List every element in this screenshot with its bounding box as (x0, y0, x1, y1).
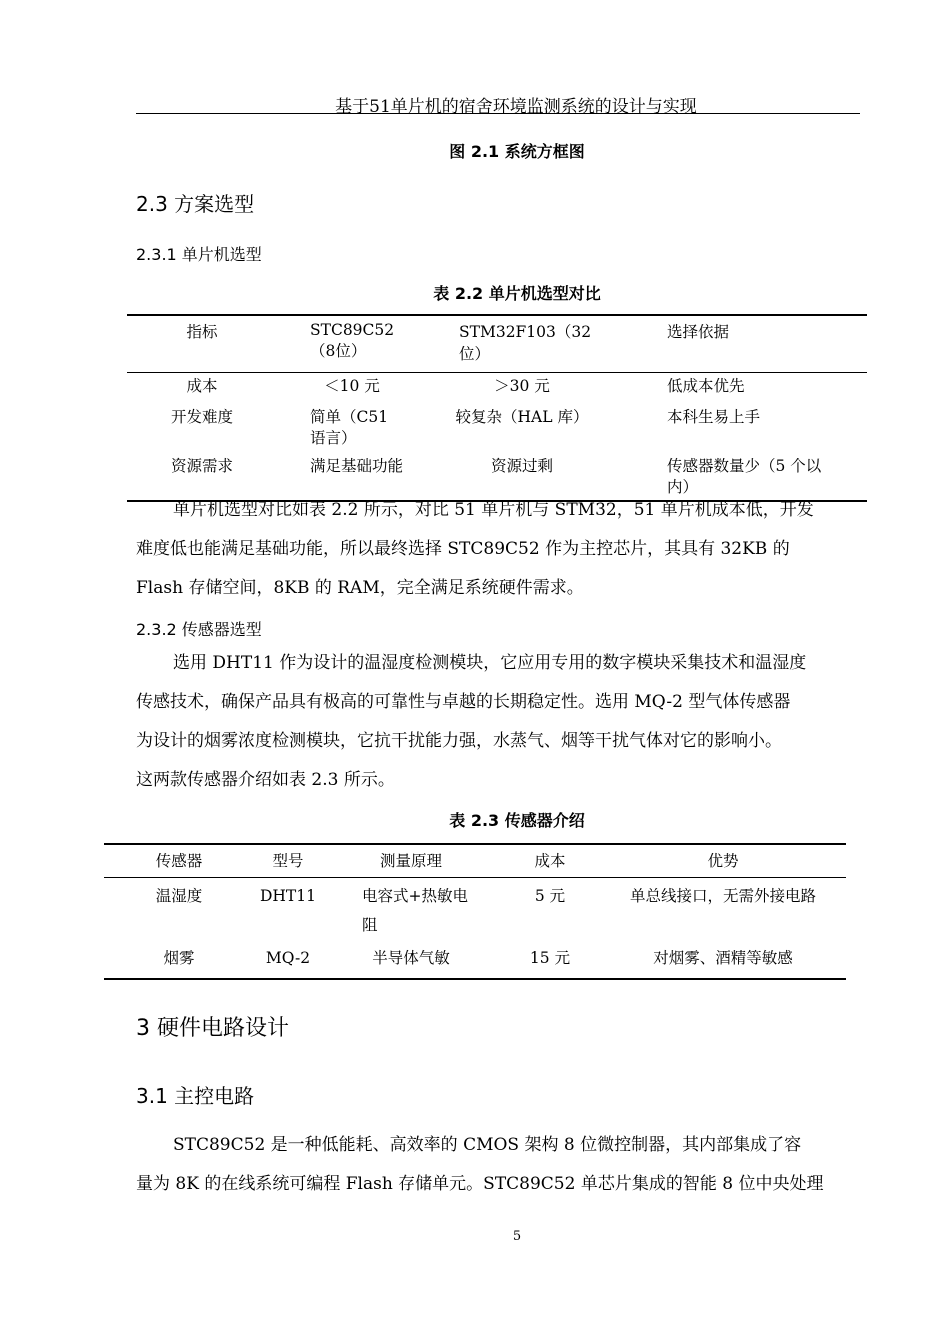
section-heading-3-1: 3.1 主控电路 (136, 1084, 255, 1108)
text-line: 为设计的烟雾浓度检测模块，它抗干扰能力强，水蒸气、烟等干扰气体对它的影响小。 (136, 731, 782, 751)
paragraph-sensor-selection (136, 644, 860, 800)
table-cell: 成本 (186, 377, 218, 395)
text-line: Flash 存储空间，8KB 的 RAM，完全满足系统硬件需求。 (136, 578, 584, 598)
table-cell: 电容式+热敏电阻 (362, 887, 468, 934)
section-heading-2-3-1: 2.3.1 单片机选型 (136, 245, 262, 264)
sensor-table (104, 843, 846, 980)
text-line: 量为 8K 的在线系统可编程 Flash 存储单元。STC89C52 单芯片集成的智能 8 位中央处理 (136, 1174, 824, 1194)
table-header-cell: STM32F103（32 位） (427, 315, 617, 373)
figure-caption: 图 2.1 系统方框图 (449, 142, 585, 161)
table-cell: 温湿度 (155, 887, 203, 905)
table-header-cell: 型号 (254, 844, 322, 878)
table-cell: 烟雾 (163, 949, 195, 967)
table-header-row (104, 844, 846, 878)
paragraph-main-controller (136, 1126, 860, 1204)
text-line: 传感技术，确保产品具有极高的可靠性与卓越的长期稳定性。选用 MQ-2 型气体传感器 (136, 692, 791, 712)
table-header-cell: 成本 (500, 844, 600, 878)
table-cell: 资源过剩 (490, 457, 553, 475)
table-cell: 较复杂（HAL 库） (455, 408, 589, 426)
table-row (127, 373, 867, 405)
table-cell: ＞30 元 (494, 377, 550, 395)
section-heading-2-3-2: 2.3.2 传感器选型 (136, 620, 262, 639)
table-cell: 单总线接口，无需外接电路 (629, 887, 816, 905)
table-cell: 资源需求 (170, 457, 233, 475)
table-cell: 5 元 (534, 887, 566, 905)
table-cell: 对烟雾、酒精等敏感 (653, 949, 793, 967)
table-cell: 简单（C51 语言） (310, 408, 389, 447)
table-header-cell: 测量原理 (322, 844, 500, 878)
table-cell: ＜10 元 (324, 377, 380, 395)
table-cell: MQ-2 (265, 949, 311, 967)
table-cell: 15 元 (529, 949, 571, 967)
table-header-cell: STC89C52（8位） (277, 315, 427, 373)
table-cell: 传感器数量少（5 个以内） (667, 457, 822, 496)
table-header-cell: 选择依据 (617, 315, 867, 373)
table-cell: 本科生易上手 (667, 408, 761, 426)
table-header-cell: 传感器 (104, 844, 254, 878)
text-line: STC89C52 是一种低能耗、高效率的 CMOS 架构 8 位微控制器，其内部集成了容 (173, 1135, 802, 1155)
table-row (127, 404, 867, 453)
running-header: 基于51单片机的宿舍环境监测系统的设计与实现 (335, 97, 697, 117)
table-cell: 满足基础功能 (310, 457, 404, 475)
text-line: 单片机选型对比如表 2.2 所示，对比 51 单片机与 STM32，51 单片机成本低，开发 (173, 500, 814, 520)
table-header-cell: 优势 (600, 844, 846, 878)
text-line: 难度低也能满足基础功能，所以最终选择 STC89C52 作为主控芯片，其具有 32KB 的 (136, 539, 790, 559)
text-line: 这两款传感器介绍如表 2.3 所示。 (136, 770, 395, 790)
page-number: 5 (512, 1229, 522, 1244)
table-cell: DHT11 (259, 887, 316, 905)
table-row (104, 878, 846, 941)
table-cell: 半导体气敏 (372, 949, 450, 967)
section-heading-3: 3 硬件电路设计 (136, 1016, 289, 1041)
table-header-row (127, 315, 867, 373)
header-rule (136, 113, 860, 114)
paragraph-mcu-selection (136, 491, 860, 608)
table-caption-2-2: 表 2.2 单片机选型对比 (433, 284, 601, 303)
table-cell: 开发难度 (170, 408, 233, 426)
table-caption-2-3: 表 2.3 传感器介绍 (449, 811, 585, 830)
table-cell: 低成本优先 (667, 377, 745, 395)
table-header-cell: 指标 (127, 315, 277, 373)
text-line: 选用 DHT11 作为设计的温湿度检测模块，它应用专用的数字模块采集技术和温湿度 (173, 653, 807, 673)
mcu-comparison-table (127, 314, 867, 502)
section-heading-2-3: 2.3 方案选型 (136, 192, 255, 216)
table-row (104, 940, 846, 979)
